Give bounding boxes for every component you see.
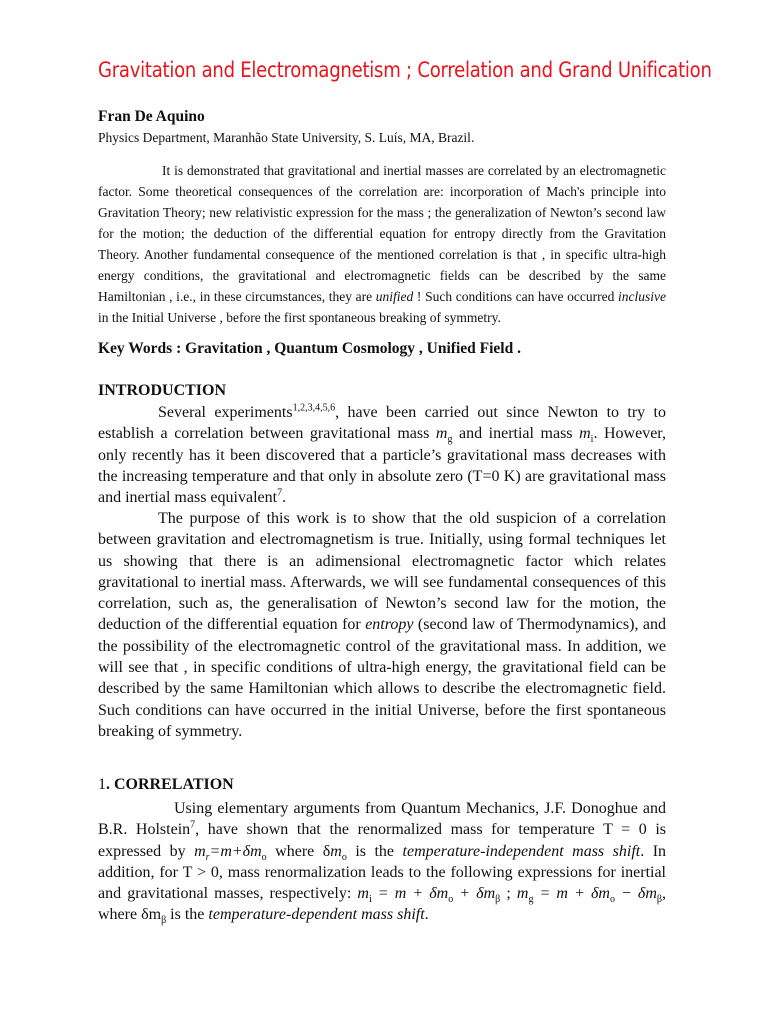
- equation: [194, 842, 262, 863]
- subscript: g: [447, 434, 453, 446]
- text: is the: [166, 906, 209, 924]
- subscript: β: [161, 915, 167, 927]
- citation: 7: [190, 819, 196, 831]
- emphasis: temperature-independent mass shift: [402, 842, 641, 860]
- symbol: m: [357, 885, 369, 903]
- abstract-text: ! Such conditions can have occurred: [413, 289, 619, 304]
- section-heading-correlation: [98, 776, 234, 794]
- text: Using elementary arguments from Quantum Mechanics, J.F. Donoghue and B.R. Holstein: [98, 800, 666, 839]
- text: is the: [346, 842, 403, 860]
- citation: 1,2,3,4,5,6: [292, 402, 336, 414]
- symbol: m: [516, 885, 529, 903]
- text: Several experiments: [158, 404, 293, 421]
- author-name: Fran De Aquino: [98, 108, 205, 125]
- author-affiliation: Physics Department, Maranhão State University, S. Luís, MA, Brazil.: [98, 130, 475, 145]
- text: . However, only recently has it been discovered that a particle’s gravitational mass decreases with the increasing temperature and that only in absolute zero (T=0 K) are gravitational mass and inertial mass equivalent: [98, 425, 666, 507]
- symbol: =m+δm: [209, 842, 262, 860]
- text: .: [282, 489, 287, 507]
- equation: = m + δm: [371, 885, 449, 903]
- abstract-emphasis: unified: [375, 289, 414, 304]
- symbol: m: [435, 425, 448, 443]
- text: (second law of Thermodynamics), and the possibility of the electromagnetic control of the gravitational mass. In addition, we will see that , in specific conditions of ultra-high energy, the gravitational field can be described by the same Hamiltonian which allows to describe the electromagnetic field. Such conditions can have occurred in the initial Universe, before the first spontaneous breaking of symmetry.: [98, 616, 667, 740]
- emphasis: temperature-dependent mass shift: [208, 906, 425, 924]
- text: , have shown that the renormalized mass for temperature T = 0 is expressed by: [98, 821, 667, 860]
- subscript: i: [368, 894, 372, 906]
- text: The purpose of this work is to show that the old suspicion of a correlation between gravitation and electromagnetism is true. Initially, using formal techniques let us showing that there is an adimensional electromagnetic factor which relates gravitational to inertial mass. Afterwards, we will see fundamental consequences of this correlation, such as, the generalisation of Newton’s second law for the motion, the deduction of the differential equation for: [98, 510, 666, 634]
- subscript: β: [495, 894, 501, 906]
- abstract-text: It is demonstrated that gravitational and inertial masses are correlated by an electromagnetic factor. Some theoretical consequences of the correlation are: incorporation of Mach's principle into Gravitation Theory; new relativistic expression for the mass ; the generalization of Newton’s second law for the motion; the deduction of the differential equation for entropy directly from the Gravitation Theory. Another fundamental consequence of the mentioned correlation is that , in specific ultra-high energy conditions, the gravitational and electromagnetic fields can be described by the same Hamiltonian , i.e., in these circumstances, they are: [98, 163, 666, 304]
- introduction-paragraph-1: [98, 402, 666, 508]
- subscript: o: [609, 894, 615, 906]
- paper-title: Gravitation and Electromagnetism ; Correlation and Grand Unification: [98, 58, 712, 82]
- correlation-paragraph: [98, 798, 666, 926]
- subscript: g: [528, 894, 534, 906]
- citation: 7: [277, 487, 283, 499]
- subscript: o: [261, 851, 267, 863]
- subscript: r: [205, 851, 210, 863]
- symbol: m: [330, 842, 342, 860]
- text: . In addition, for T > 0, mass renormalization leads to the following expressions for inertial and gravitational masses, respectively:: [98, 842, 667, 903]
- abstract-emphasis: inclusive: [618, 289, 667, 304]
- subscript: β: [656, 894, 662, 906]
- text: , have been carried out since Newton to try to establish a correlation between gravitational mass: [98, 404, 667, 443]
- keywords: Key Words : Gravitation , Quantum Cosmology , Unified Field .: [98, 340, 521, 357]
- section-number: 1: [98, 776, 106, 793]
- text: , where δm: [98, 885, 666, 924]
- equation: = m + δm: [533, 885, 610, 903]
- subscript: o: [448, 894, 454, 906]
- text: .: [424, 906, 429, 924]
- abstract: [98, 160, 666, 328]
- symbol: m: [579, 425, 591, 443]
- emphasis: entropy: [365, 616, 414, 634]
- section-title: . CORRELATION: [106, 776, 234, 793]
- subscript: o: [341, 851, 347, 863]
- equation: + δm: [453, 885, 496, 903]
- introduction-paragraph-2: [98, 508, 666, 742]
- subscript: i: [590, 434, 594, 446]
- text: ;: [500, 885, 517, 903]
- equation: − δm: [614, 885, 657, 903]
- section-heading-introduction: INTRODUCTION: [98, 382, 227, 399]
- abstract-text: in the Initial Universe , before the first spontaneous breaking of symmetry.: [98, 310, 501, 325]
- text: and inertial mass: [452, 425, 580, 443]
- symbol: m: [194, 842, 206, 860]
- text: where δ: [266, 842, 331, 860]
